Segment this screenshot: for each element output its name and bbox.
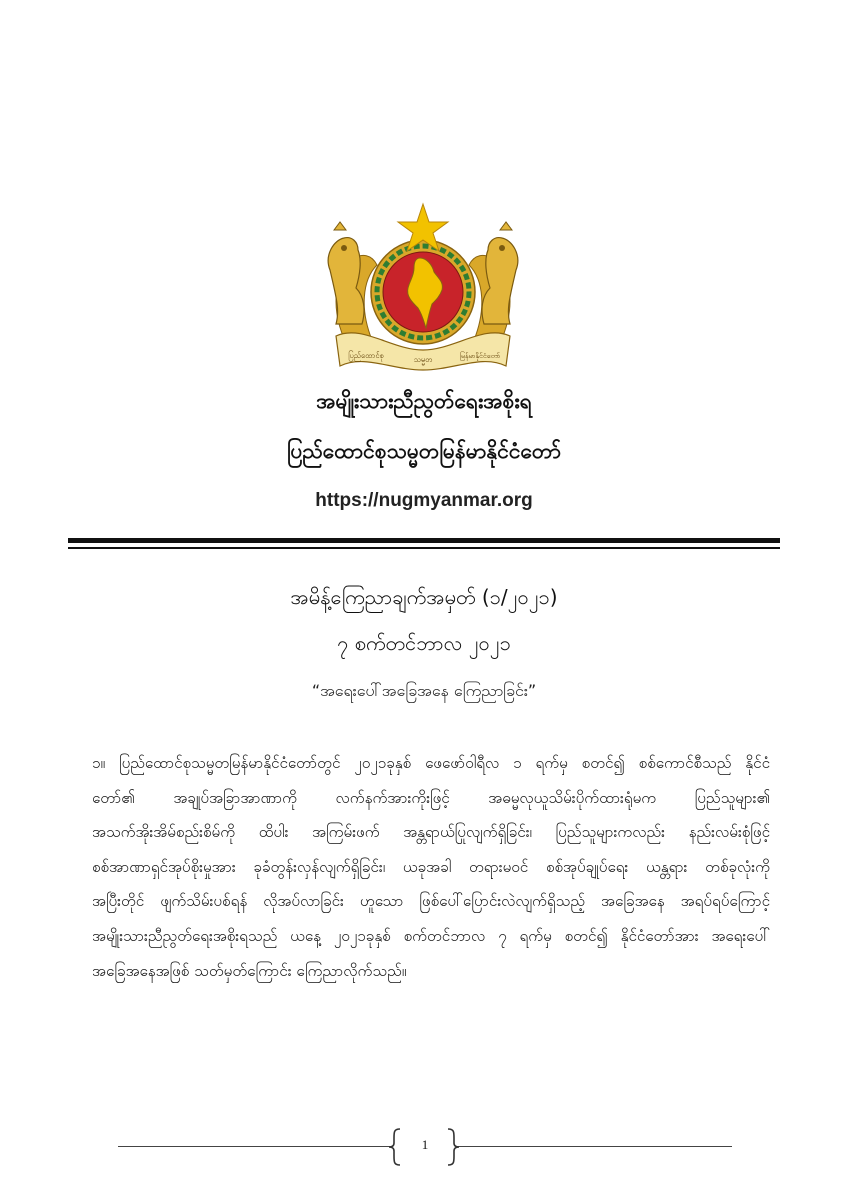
announcement-title: အမိန့်ကြေညာချက်အမှတ် (၁/၂၀၂၁) — [290, 585, 558, 609]
footer-rule-left — [118, 1146, 392, 1147]
announcement-subject: “အရေးပေါ်အခြေအနေ ကြေညာခြင်း” — [311, 681, 537, 700]
emblem-scroll-right-text: မြန်မာနိုင်ငံတော် — [459, 352, 501, 360]
paragraph-line: တော်၏ အချုပ်အခြာအာဏာကို လက်နက်အားကိုးဖြင့် အဓမ္မလုယူသိမ်းပိုက်ထားရုံမက ပြည်သူများ၏ — [92, 788, 770, 807]
page-number: 1 — [421, 1137, 429, 1152]
header-divider-thick — [68, 538, 780, 543]
right-lion-icon — [482, 222, 518, 324]
header-divider-thin — [68, 547, 780, 549]
paragraph-line: စစ်အာဏာရှင်အုပ်စိုးမှုအား ခုခံတွန်းလှန်လျက်ရှိခြင်း၊ ယခုအခါ တရားမဝင် စစ်အုပ်ချုပ်ရေး ယန္တရား တစ်ခုလုံးကို — [92, 857, 770, 876]
right-brace-icon — [446, 1128, 460, 1166]
paragraph-line: အမျိုးသားညီညွတ်ရေးအစိုးရသည် ယနေ့ ၂၀၂၁ခုနှစ် စက်တင်ဘာလ ၇ ရက်မှ စတင်၍ နိုင်ငံတော်အား အရေးပေါ် — [92, 926, 770, 945]
country-name: ပြည်ထောင်စုသမ္မတမြန်မာနိုင်ငံတော် — [286, 439, 561, 463]
state-emblem-icon — [322, 200, 524, 372]
left-brace-icon — [388, 1128, 402, 1166]
government-name: အမျိုးသားညီညွတ်ရေးအစိုးရ — [316, 389, 532, 413]
announcement-paragraph — [92, 746, 770, 988]
emblem-scroll-center-text: သမ္မတ — [413, 355, 433, 364]
footer-rule-right — [456, 1146, 732, 1147]
left-lion-icon — [328, 222, 364, 324]
emblem-scroll-left-text: ပြည်ထောင်စု — [348, 351, 384, 360]
paragraph-line: အပြီးတိုင် ဖျက်သိမ်းပစ်ရန် လိုအပ်လာခြင်း ဟူသော ဖြစ်ပေါ်ပြောင်းလဲလျက်ရှိသည့် အခြေအနေ အရပ်ရပ်ကြောင့် — [92, 892, 770, 911]
paragraph-line: အခြေအနေအဖြစ် သတ်မှတ်ကြောင်း ကြေညာလိုက်သည်။ — [92, 961, 407, 980]
paragraph-line: ၁။ ပြည်ထောင်စုသမ္မတမြန်မာနိုင်ငံတော်တွင် ၂၀၂၁ခုနှစ် ဖေဖော်ဝါရီလ ၁ ရက်မှ စတင်၍ စစ်ကောင်စီသည် နိုင်ငံ — [92, 754, 770, 772]
announcement-date: ၇ စက်တင်ဘာလ ၂၀၂၁ — [337, 631, 511, 655]
paragraph-line: အသက်အိုးအိမ်စည်းစိမ်ကို ထိပါး အကြမ်းဖက် အန္တရာယ်ပြုလျက်ရှိခြင်း၊ ပြည်သူများကလည်း နည်းလမ်းစုံဖြင့် — [92, 823, 770, 842]
website-url: https://nugmyanmar.org — [315, 490, 533, 511]
